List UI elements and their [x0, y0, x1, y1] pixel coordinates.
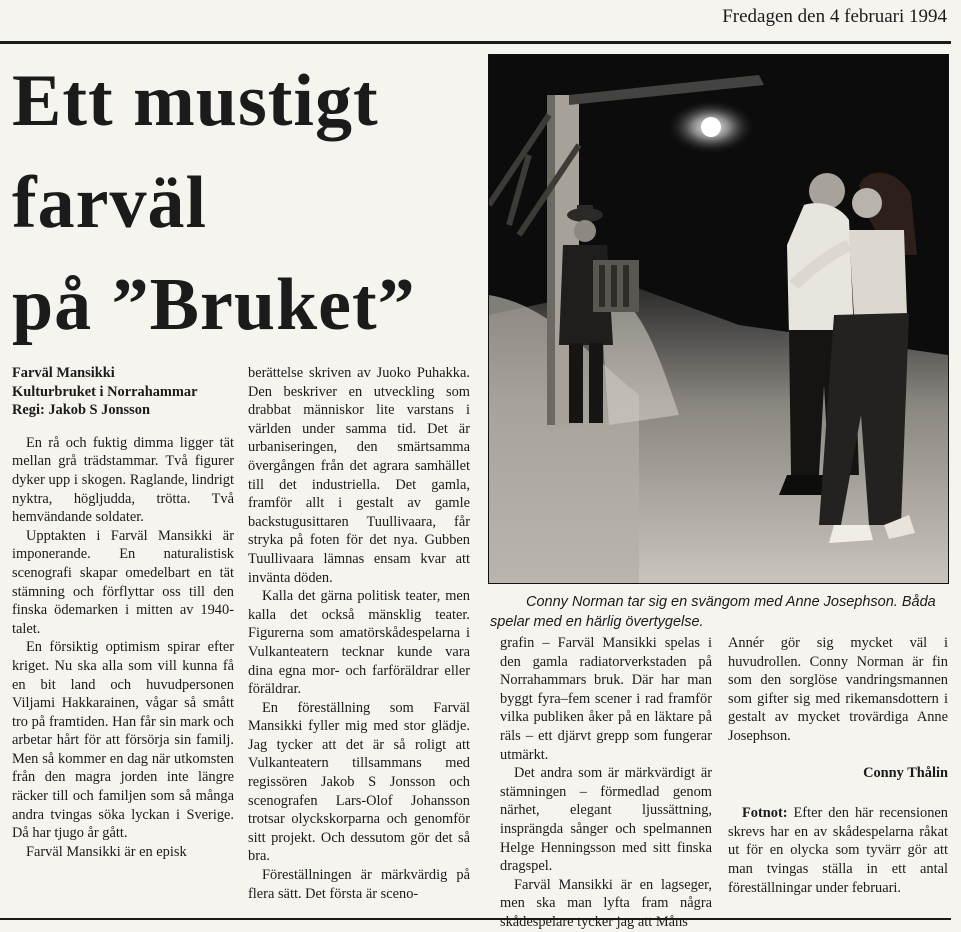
paragraph: Farväl Mansikki är en episk: [26, 843, 187, 860]
paragraph: En försiktig optimism spirar efter kriget. Nu ska alla som vill kunna få en bit land och huvudpersonen Viljami Hakkarainen, vågar så smått tro på framtiden. Han får sin mark och arbetar hårt för att försörja sin familj. Men så kommer en dag när utkomsten från den magra jorden inte längre räcker till och familjen som så många andra tvingas söka lyckan i Sverige. Då har tjugo år gått.: [12, 639, 234, 842]
article-column-2: [248, 364, 470, 903]
headline-line-2: farväl: [12, 162, 208, 244]
paragraph: Farväl Mansikki är en lagseger, men ska man lyfta fram några skådespelare tycker jag att Måns: [500, 876, 712, 930]
paragraph: Upptakten i Farväl Mansikki är imponerande. En naturalistisk scenografi skapar omedelbart en tät stämning och förflyttar oss till den finska ödemarken i mitten av 1940-talet.: [12, 527, 234, 637]
bottom-rule: [0, 918, 951, 920]
headline: [12, 50, 482, 356]
paragraph: En rå och fuktig dimma ligger tät mellan grå trädstammar. Två figurer dyker upp i skogen. Raglande, lindrigt nyktra, högljudda, trötta. Två hemvändande soldater.: [12, 434, 234, 526]
paragraph: Annér gör sig mycket väl i huvudrollen. Conny Norman är fin som den sorglöse vandringsmannen som gifter sig med rikemansdottern i gestalt av mycket trovärdiga Anne Josephson.: [728, 635, 948, 744]
top-rule: [0, 41, 951, 44]
paragraph: Det andra som är märkvärdigt är stämningen – förmedlad genom närhet, elegant ljussättning, insprängda sånger och spelmannen Helge Henningsson med sitt finska dragspel.: [500, 765, 712, 875]
stage-photo: [488, 54, 949, 584]
footnote-label: Fotnot:: [742, 805, 788, 822]
article-column-1: [12, 364, 234, 861]
info-director: Regi: Jakob S Jonsson: [12, 402, 150, 419]
dateline: Fredagen den 4 februari 1994: [722, 6, 947, 27]
info-venue: Kulturbruket i Norrahammar: [12, 383, 198, 400]
article-column-4: [728, 634, 948, 897]
photo-caption: Conny Norman tar sig en svängom med Anne Josephson. Båda spelar med en härlig övertygelse.: [490, 594, 936, 630]
headline-line-3: på ”Bruket”: [12, 264, 416, 346]
paragraph: berättelse skriven av Juoko Puhakka. Den beskriver en utveckling som drabbat människor lite varstans i världen under samma tid. Det är urbaniseringen, den smärtsamma övergången från det agrara samhället till det industriella. Det gamla, framför allt i gestalt av gamle backstugusittaren Tuullivaara, får stryka på foten för det nya. Gubben Tuullivaara lämnas ensam kvar att invänta döden.: [248, 365, 470, 586]
info-title: Farväl Mansikki: [12, 365, 115, 381]
article-column-3: [500, 634, 712, 932]
byline: Conny Thålin: [863, 764, 948, 781]
paragraph: En föreställning som Farväl Mansikki fyller mig med stor glädje. Jag tycker att det är så roligt att Vulkanteatern tillsammans med regissören Jakob S Jonsson och scenografen Lars-Olof Johansson trotsar olyckskorparna och genomför sitt projekt. Och dessutom gör det så bra.: [248, 699, 470, 865]
paragraph: Kalla det gärna politisk teater, men kalla det också mänsklig teater. Figurerna som amatörskådespelarna i Vulkanteatern tecknar kunde vara dina egna mor- och farföräldrar eller föräldrar.: [248, 588, 470, 698]
paragraph: Föreställningen är märkvärdig på flera sätt. Det första är sceno-: [248, 867, 470, 902]
footnote-text: Efter den här recensionen skrevs har en av skådespelarna råkat ut för en olycka som tyvärr gör att man tvingas ställa in ett antal föreställningar under februari.: [728, 805, 948, 896]
footnote: [728, 804, 948, 897]
headline-line-1: Ett mustigt: [12, 60, 379, 142]
paragraph: grafin – Farväl Mansikki spelas i den gamla radiatorverkstaden på Norrahammars bruk. Där har man byggt fyra–fem scener i rad framför vilka publiken åker på en läktare på räls – ett djärvt grepp som fungerar utmärkt.: [500, 635, 712, 763]
stage-photo-illustration: [489, 55, 948, 583]
